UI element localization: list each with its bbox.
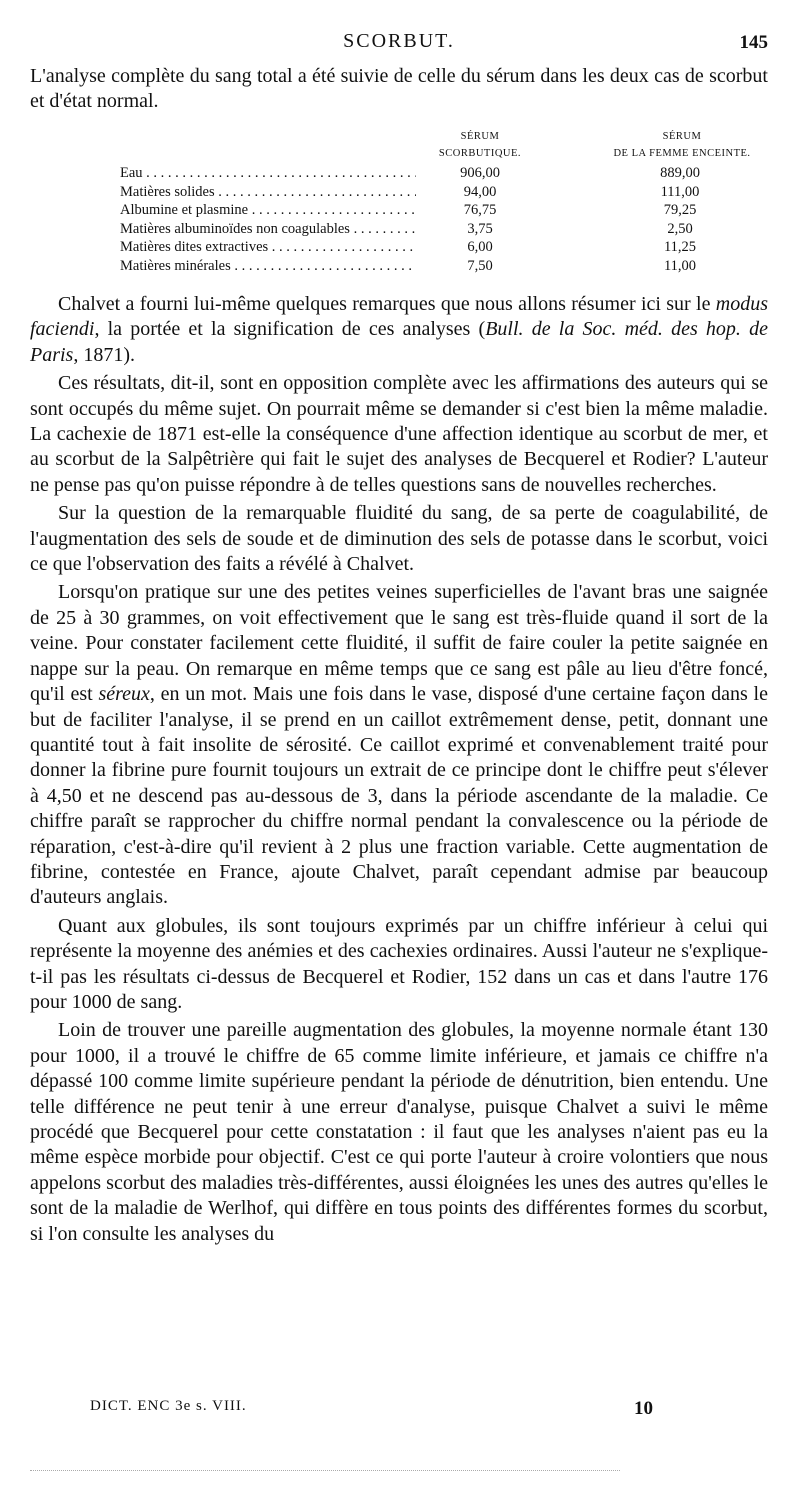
- table-row: [120, 257, 760, 276]
- paragraph-globules: Quant aux globules, ils sont toujours exprimés par un chiffre inférieur à celui qui représente la moyenne des anémies et des cachexies ordinaires. Aussi l'auteur ne s'explique-t-il pas les résultats ci-dessus de Becquerel et Rodier, 152 dans un cas et dans l'autre 176 pour 1000 de sang.: [30, 914, 768, 1013]
- signature-mark: DICT. ENC 3e s. VIII.: [90, 1398, 247, 1414]
- value-scorbutique: 3,75: [420, 220, 540, 239]
- table-row: [120, 164, 760, 183]
- value-femme-enceinte: 2,50: [667, 220, 693, 237]
- column-header-line: DE LA FEMME ENCEINTE.: [613, 148, 751, 159]
- row-label: Matières solides . . .: [120, 183, 416, 202]
- table-row: [120, 238, 760, 257]
- value-scorbutique: 94,00: [420, 183, 540, 202]
- row-label: Albumine et plasmine . . .: [120, 201, 416, 220]
- text-run: Lorsqu'on pratique sur une des petites veines superficielles de l'avant bras une saignée de 25 à 30 grammes, on voit effectivement que le sang est très-fluide quand il sort de la veine. Pour constater facilement cette fluidité, il suffit de faire couler la petite saignée en nappe sur la peau. On remarque en même temps que ce sang est pâle au lieu d'être foncé, qu'il est: [30, 581, 768, 706]
- table-row: [120, 220, 760, 239]
- value-femme-enceinte: 11,25: [663, 239, 697, 255]
- row-label: Matières minérales . . .: [120, 257, 416, 276]
- value-femme-enceinte: 889,00: [660, 165, 700, 181]
- page-footer: [30, 1398, 768, 1424]
- text-run: , la portée et la signification de ces analyses (: [94, 318, 486, 341]
- table-row: [120, 201, 760, 220]
- value-femme-enceinte: 111,00: [660, 183, 700, 200]
- column-header-line: SÉRUM: [662, 131, 702, 142]
- italic-citation: Bull. de la Soc. méd. des hop. de Paris: [30, 318, 768, 366]
- paragraph-saignee: [30, 580, 768, 910]
- italic-term: séreux: [98, 683, 150, 706]
- paragraph-fluidity-question: Sur la question de la remarquable fluidité du sang, de sa perte de coagulabilité, de l'augmentation des sels de soude et de diminution des sels de potasse dans le scorbut, voici ce que l'observation des faits a révélé à Chalvet.: [30, 502, 768, 576]
- column-header-serum-femme-enceinte: [592, 128, 772, 162]
- page-number: 145: [739, 32, 768, 53]
- column-header-line: SCORBUTIQUE.: [438, 148, 522, 159]
- row-label: Eau . . .: [120, 164, 416, 183]
- bottom-margin-line: [30, 1470, 620, 1471]
- table-body: [120, 164, 760, 275]
- body-text: [30, 292, 768, 1250]
- table-row: [120, 183, 760, 202]
- row-label: Matières dites extractives . . .: [120, 238, 416, 257]
- text-run: , en un mot. Mais une fois dans le vase, disposé d'une certaine façon dans le but de faciliter l'analyse, il se prend en un caillot extrêmement dense, petit, donnant une quantité tout à fait insolite de sérosité. Ce caillot exprimé et convenablement traité pour donner la fibrine pure fournit toujours un extrait de ce principe dont le chiffre peut s'élever à 4,50 et ne descend pas au-dessous de 3, dans la période ascendante de la maladie. Ce chiffre paraît se rapprocher du chiffre normal pendant la convalescence ou la période de réparation, c'est-à-dire qu'il revient à 2 plus une fraction variable. Cette augmentation de fibrine, contestée en France, ajoute Chalvet, paraît cependant admise par beaucoup d'auteurs anglais.: [30, 683, 768, 909]
- text-run: , 1871).: [73, 343, 136, 366]
- value-femme-enceinte: 79,25: [663, 202, 697, 218]
- text-run: Chalvet a fourni lui-même quelques remarques que nous allons résumer ici sur le: [58, 293, 716, 315]
- row-label: Matières albuminoïdes non coagulables . . .: [120, 220, 416, 239]
- column-header-line: SÉRUM: [460, 131, 500, 142]
- paragraph-chalvet-remarks: [30, 292, 768, 368]
- intro-paragraph: L'analyse complète du sang total a été suivie de celle du sérum dans les deux cas de scorbut et d'état normal.: [30, 65, 768, 112]
- value-scorbutique: 7,50: [420, 257, 540, 276]
- value-scorbutique: 76,75: [420, 201, 540, 220]
- paragraph-comparison: Loin de trouver une pareille augmentation des globules, la moyenne normale étant 130 pour 1000, il a trouvé le chiffre de 65 comme limite inférieure, et jamais ce chiffre n'a dépassé 100 comme limite supérieure pendant la période de dénutrition, bien entendu. Une telle différence ne peut tenir à une erreur d'analyse, puisque Chalvet a suivi le même procédé que Becquerel pour cette constatation : il faut que les analyses n'aient pas eu la même espèce morbide pour objectif. C'est ce qui porte l'auteur à croire volontiers que nous appelons scorbut des maladies très-différentes, aussi éloignées les unes des autres qu'elles le sont de la maladie de Werlhof, qui diffère en tous points des différentes formes du scorbut, si l'on consulte les analyses du: [30, 1019, 768, 1245]
- paragraph-results-opposition: Ces résultats, dit-il, sont en opposition complète avec les affirmations des auteurs qui se sont occupés du même sujet. On pourrait même se demander si c'est bien la même maladie. La cachexie de 1871 est-elle la conséquence d'une affection identique au scorbut de mer, et au scorbut de la Salpêtrière qui fait le sujet des analyses de Becquerel et Rodier? L'auteur ne pense pas qu'on puisse répondre à de telles questions sans de nouvelles recherches.: [30, 372, 768, 496]
- value-scorbutique: 906,00: [420, 164, 540, 183]
- running-title: SCORBUT.: [343, 30, 455, 52]
- column-header-serum-scorbutique: [420, 128, 540, 162]
- sheet-number: 10: [634, 1398, 653, 1419]
- value-scorbutique: 6,00: [420, 238, 540, 257]
- italic-term: modus faciendi: [30, 293, 768, 341]
- running-head: [30, 30, 768, 56]
- value-femme-enceinte: 11,00: [663, 257, 697, 274]
